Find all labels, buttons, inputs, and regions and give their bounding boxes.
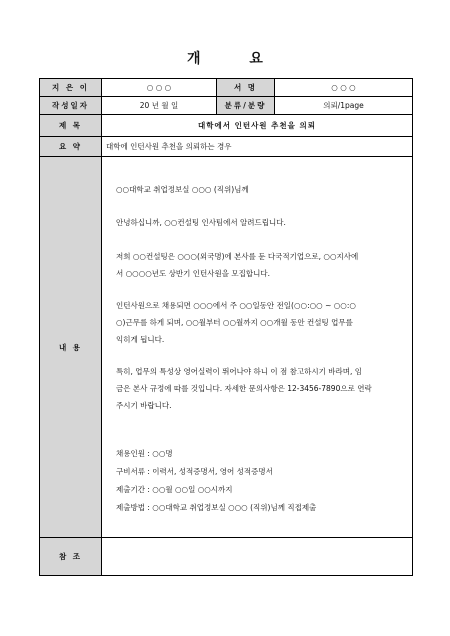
detail-item: 구비서류 : 이력서, 성적증명서, 영어 성적증명서 — [116, 467, 273, 476]
date-row — [40, 97, 413, 115]
letter-intro: 안녕하십니까, ○○컨설팅 인사팀에서 알려드립니다. — [116, 218, 286, 227]
title-label: 제 목 — [40, 115, 102, 137]
summary-value: 대학에 인턴사원 추천을 의뢰하는 경우 — [102, 137, 413, 157]
title-row — [40, 115, 413, 137]
summary-row — [40, 137, 413, 157]
author-row — [40, 79, 413, 97]
detail-item: 채용인원 : ○○명 — [116, 449, 173, 458]
document-heading: 개 요 — [187, 51, 285, 67]
detail-item: 제출기간 : ○○월 ○○일 ○○시까지 — [116, 485, 233, 494]
letter-schedule-paragraph — [116, 301, 413, 345]
category-value: 의뢰/1page — [275, 97, 413, 115]
schedule-line: 익히게 됩니다. — [116, 335, 165, 344]
company-line: 서 ○○○○년도 상반기 인턴사원을 모집합니다. — [116, 269, 271, 278]
date-value: 20 년 월 일 — [102, 97, 217, 115]
letter-details-list — [116, 449, 413, 513]
company-line: 저희 ○○컨설팅은 ○○○(외국명)에 본사를 둔 다국적기업으로, ○○지사에 — [116, 252, 359, 261]
title-value: 대학에서 인턴사원 추천을 의뢰 — [102, 115, 413, 137]
notice-line: 주시기 바랍니다. — [116, 401, 172, 410]
detail-item: 제출방법 : ○○대학교 취업정보실 ○○○ (직위)님께 직접제출 — [116, 503, 317, 512]
content-label: 내 용 — [40, 157, 102, 538]
author-label: 지 은 이 — [40, 79, 102, 97]
author-value: ○ ○ ○ — [102, 79, 217, 97]
signature-value: ○ ○ ○ — [275, 79, 413, 97]
summary-label: 요 약 — [40, 137, 102, 157]
notice-line: 금은 본사 규정에 따를 것입니다. 자세한 문의사항은 12-3456-7890으로 연락 — [116, 384, 372, 393]
date-label: 작성일자 — [40, 97, 102, 115]
notice-line: 특히, 업무의 특성상 영어실력이 뛰어나야 하니 이 점 참고하시기 바라며, 임 — [116, 367, 362, 376]
schedule-line: 인턴사원으로 채용되면 ○○○에서 주 ○○일동안 전일(○○:○○ ~ ○○:○ — [116, 301, 356, 310]
content-cell — [102, 157, 413, 538]
letter-body — [106, 157, 408, 537]
content-row — [40, 157, 413, 538]
reference-value — [102, 538, 413, 576]
reference-label: 참 조 — [40, 538, 102, 576]
letter-notice-paragraph — [116, 367, 413, 411]
signature-label: 서 명 — [217, 79, 275, 97]
letter-company-paragraph — [116, 252, 413, 279]
summary-form-table — [39, 78, 413, 576]
schedule-line: ○)근무를 하게 되며, ○○월부터 ○○월까지 ○○개월 동안 컨설팅 업무를 — [116, 318, 353, 327]
reference-row — [40, 538, 413, 576]
letter-greeting: ○○대학교 취업정보실 ○○○ (직위)님께 — [116, 185, 249, 194]
category-label: 분류/분량 — [217, 97, 275, 115]
